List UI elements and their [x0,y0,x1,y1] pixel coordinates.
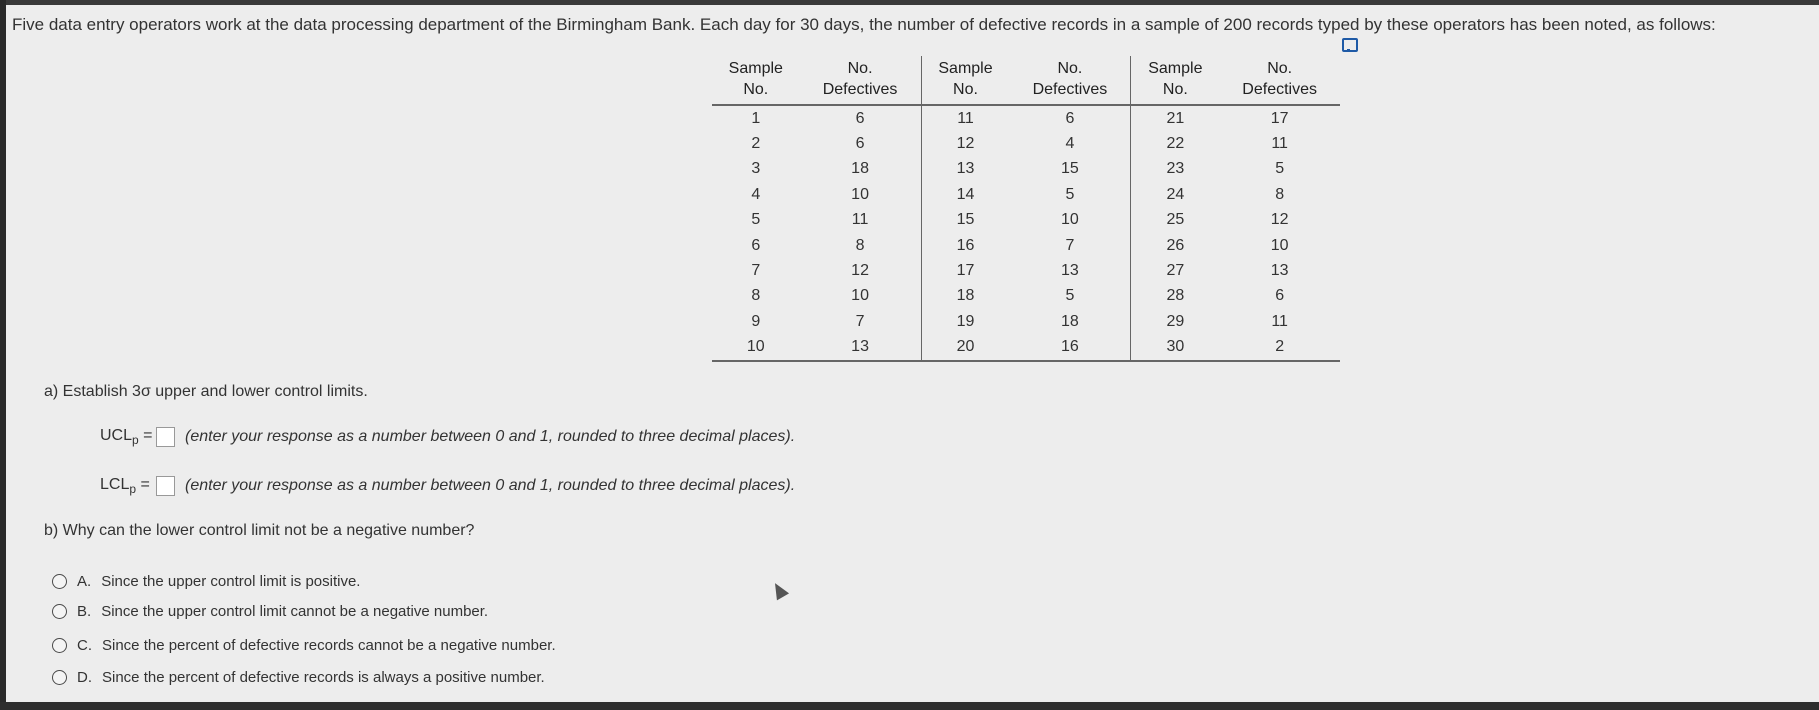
option-d[interactable] [52,669,545,686]
lcl-answer-row [100,476,795,496]
ucl-answer-input[interactable] [156,427,175,447]
header-no-defectives: No. Defectives [1219,56,1340,105]
defectives-cell: 10 [851,287,869,305]
sample-no-cell: 3 [751,160,761,178]
defectives-cell: 10 [1061,211,1079,229]
part-b-question: b) Why can the lower control limit not be a negative number? [44,522,475,539]
sample-no-cell: 13 [921,157,1009,182]
sample-no-cell: 15 [921,208,1009,233]
defectives-cell: 10 [851,185,869,203]
sample-no-cell: 10 [712,335,800,361]
sample-no-cell: 9 [751,312,761,330]
defectives-cell: 13 [800,335,921,361]
radio-button[interactable] [52,574,67,589]
table-row [712,105,1340,131]
table-row [712,258,1340,283]
sample-no-cell: 8 [751,287,761,305]
radio-button[interactable] [52,670,67,685]
sample-no-cell: 21 [1131,105,1219,131]
part-a-question: a) Establish 3σ upper and lower control limits. [44,383,368,400]
table-row [712,208,1340,233]
defectives-cell: 10 [1270,236,1289,254]
defectives-cell: 5 [1065,185,1075,203]
defects-data-table [712,56,1340,362]
sample-no-cell: 19 [921,309,1009,334]
defectives-cell: 18 [1061,312,1079,330]
table-row [712,335,1340,361]
table-header-row [712,56,1340,105]
sample-no-cell: 28 [1131,284,1219,309]
defectives-cell: 11 [1271,135,1288,153]
radio-button[interactable] [52,604,67,619]
sample-no-cell: 2 [751,135,761,153]
defectives-cell: 7 [1065,236,1075,254]
table-row [712,284,1340,309]
header-sample-no: Sample No. [921,56,1009,105]
defectives-cell: 13 [1270,262,1289,280]
sample-no-cell: 25 [1131,208,1219,233]
lcl-answer-input[interactable] [156,476,175,496]
copy-table-icon[interactable] [1342,38,1358,52]
header-sample-no: Sample No. [1131,56,1219,105]
lcl-instruction: (enter your response as a number between 0 and 1, rounded to three decimal places). [185,477,796,495]
sample-no-cell: 4 [751,185,761,203]
sample-no-cell: 23 [1131,157,1219,182]
option-text: Since the percent of defective records cannot be a negative number. [102,637,556,654]
header-no-defectives: No. Defectives [800,56,921,105]
option-a[interactable] [52,573,360,590]
lcl-label: $LCL_p$ = [100,476,150,497]
radio-button[interactable] [52,638,67,653]
option-letter: D. [77,669,92,686]
header-no-defectives: No. Defectives [1009,56,1130,105]
defectives-cell: 11 [851,211,869,229]
option-b[interactable] [52,603,488,620]
sample-no-cell: 12 [921,131,1009,156]
mouse-pointer-icon [769,580,789,601]
defectives-cell: 4 [1065,135,1075,153]
ucl-label: $UCL_p$ = [100,427,153,448]
sample-no-cell: 18 [921,284,1009,309]
table-body [712,105,1340,361]
header-sample-no: Sample No. [712,56,800,105]
sample-no-cell: 1 [751,109,761,127]
sample-no-cell: 6 [751,236,761,254]
sample-no-cell: 24 [1131,182,1219,207]
table-row [712,157,1340,182]
option-letter: A. [77,573,92,590]
problem-statement: Five data entry operators work at the data processing department of the Birmingham Bank. Each day for 30 days, the number of defective records in a sample of 200 records typed by these operators has been noted, as follows: [12,15,1716,34]
defectives-cell: 12 [851,262,869,280]
sample-no-cell: 17 [921,258,1009,283]
ucl-answer-row [100,427,795,447]
defectives-cell: 16 [1009,335,1130,361]
defectives-cell: 5 [1275,160,1285,178]
option-c[interactable] [52,637,556,654]
defectives-cell: 6 [855,135,865,153]
sample-no-cell: 29 [1131,309,1219,334]
table-row [712,233,1340,258]
sample-no-cell: 26 [1131,233,1219,258]
sample-no-cell: 16 [921,233,1009,258]
defectives-cell: 15 [1061,160,1079,178]
defectives-cell: 6 [1275,287,1285,305]
defectives-cell: 5 [1065,287,1075,305]
defectives-cell: 11 [1271,312,1288,330]
sample-no-cell: 27 [1131,258,1219,283]
defectives-cell: 8 [1275,185,1285,203]
defectives-cell: 7 [855,312,865,330]
defectives-cell: 13 [1061,262,1079,280]
option-letter: B. [77,603,92,620]
top-frame-edge [0,0,1819,5]
defectives-cell: 6 [855,109,865,127]
bottom-frame-edge [0,702,1819,710]
defectives-cell: 8 [855,236,865,254]
sample-no-cell: 30 [1131,335,1219,361]
defectives-cell: 2 [1219,335,1340,361]
defectives-cell: 18 [851,160,869,178]
defectives-cell: 6 [1065,109,1075,127]
defectives-cell: 17 [1270,109,1289,127]
sample-no-cell: 11 [921,105,1009,131]
table-row [712,182,1340,207]
sample-no-cell: 14 [921,182,1009,207]
option-text: Since the upper control limit cannot be a negative number. [101,603,489,620]
ucl-instruction: (enter your response as a number between 0 and 1, rounded to three decimal places). [185,428,796,446]
option-text: Since the percent of defective records is always a positive number. [102,669,545,686]
sample-no-cell: 5 [751,211,761,229]
left-frame-edge [0,0,6,710]
sample-no-cell: 7 [751,262,761,280]
table-row [712,309,1340,334]
table-row [712,131,1340,156]
option-letter: C. [77,637,92,654]
sample-no-cell: 20 [921,335,1009,361]
defectives-cell: 12 [1270,211,1289,229]
option-text: Since the upper control limit is positive. [101,573,361,590]
sample-no-cell: 22 [1131,131,1219,156]
